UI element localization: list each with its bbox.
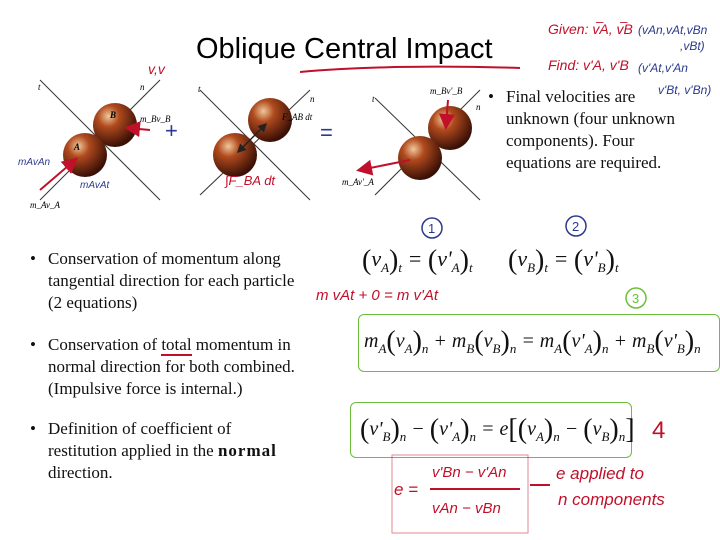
tangent-note xyxy=(312,280,512,310)
eq-restitution: $(v'_B)_n - (v'_A)_n = e[(v_A)_n - (v_B)_n]$ xyxy=(360,414,635,445)
svg-text:t: t xyxy=(38,82,41,92)
given-label: Given: v͞A, v͞B xyxy=(548,21,633,37)
svg-text:,vBt): ,vBt) xyxy=(680,39,705,53)
page-title: Oblique Central Impact xyxy=(196,33,493,65)
svg-text:n: n xyxy=(310,94,315,104)
svg-text:F_AB dt: F_AB dt xyxy=(282,112,313,122)
svg-text:4: 4 xyxy=(652,417,666,444)
svg-text:1: 1 xyxy=(428,221,436,236)
svg-text:v,v: v,v xyxy=(148,61,165,77)
svg-text:vAn − vBn: vAn − vBn xyxy=(432,500,501,517)
eq-tangential-a: $(v_A)_t = (v'_A)_t$ xyxy=(362,245,473,276)
svg-text:v'Bt, v'Bn): v'Bt, v'Bn) xyxy=(658,83,712,97)
plus-sign: + xyxy=(165,118,178,143)
svg-text:m vAt + 0 = m v'At: m vAt + 0 = m v'At xyxy=(316,287,439,304)
impulse-frame xyxy=(198,84,315,200)
eq-normal-momentum: $m_A(v_A)_n + m_B(v_B)_n = m_A(v'_A)_n + m_B(v'_B)_n$ xyxy=(364,326,701,357)
impulse-label: ∫F_BA dt xyxy=(225,173,276,188)
svg-text:v'Bn − v'An: v'Bn − v'An xyxy=(432,464,507,481)
svg-text:m_Av_A: m_Av_A xyxy=(30,200,60,210)
svg-text:mAvAn: mAvAn xyxy=(18,157,51,168)
impact-diagram xyxy=(20,70,480,220)
svg-text:t: t xyxy=(372,94,375,104)
svg-text:n: n xyxy=(140,82,145,92)
find-components: (v'At,v'An xyxy=(638,61,688,75)
find-label: Find: v'A, v'B xyxy=(548,57,629,73)
svg-text:n components: n components xyxy=(558,490,665,509)
equals-sign: = xyxy=(320,120,333,145)
svg-text:m_Bv'_B: m_Bv'_B xyxy=(430,86,463,96)
circle-1 xyxy=(418,214,448,244)
svg-text:2: 2 xyxy=(572,219,580,234)
svg-text:m_Av'_A: m_Av'_A xyxy=(342,177,374,187)
svg-text:m_Bv_B: m_Bv_B xyxy=(140,114,171,124)
before-impact-frame xyxy=(18,80,171,210)
circle-4 xyxy=(648,410,698,450)
svg-text:B: B xyxy=(110,110,117,120)
svg-text:n: n xyxy=(476,102,481,112)
e-formula-note xyxy=(390,455,710,537)
svg-text:A: A xyxy=(74,142,81,152)
circle-3 xyxy=(622,284,662,314)
svg-text:3: 3 xyxy=(632,291,640,306)
svg-text:e =: e = xyxy=(394,480,419,499)
svg-text:e applied to: e applied to xyxy=(556,464,644,483)
eq-tangential-b: $(v_B)_t = (v'_B)_t$ xyxy=(508,245,619,276)
given-components: (vAn,vAt,vBn xyxy=(638,23,708,37)
circle-2 xyxy=(562,212,592,242)
after-impact-frame xyxy=(342,86,481,200)
svg-text:mAvAt: mAvAt xyxy=(80,180,110,191)
svg-text:t: t xyxy=(198,84,201,94)
ball-a xyxy=(63,133,107,177)
